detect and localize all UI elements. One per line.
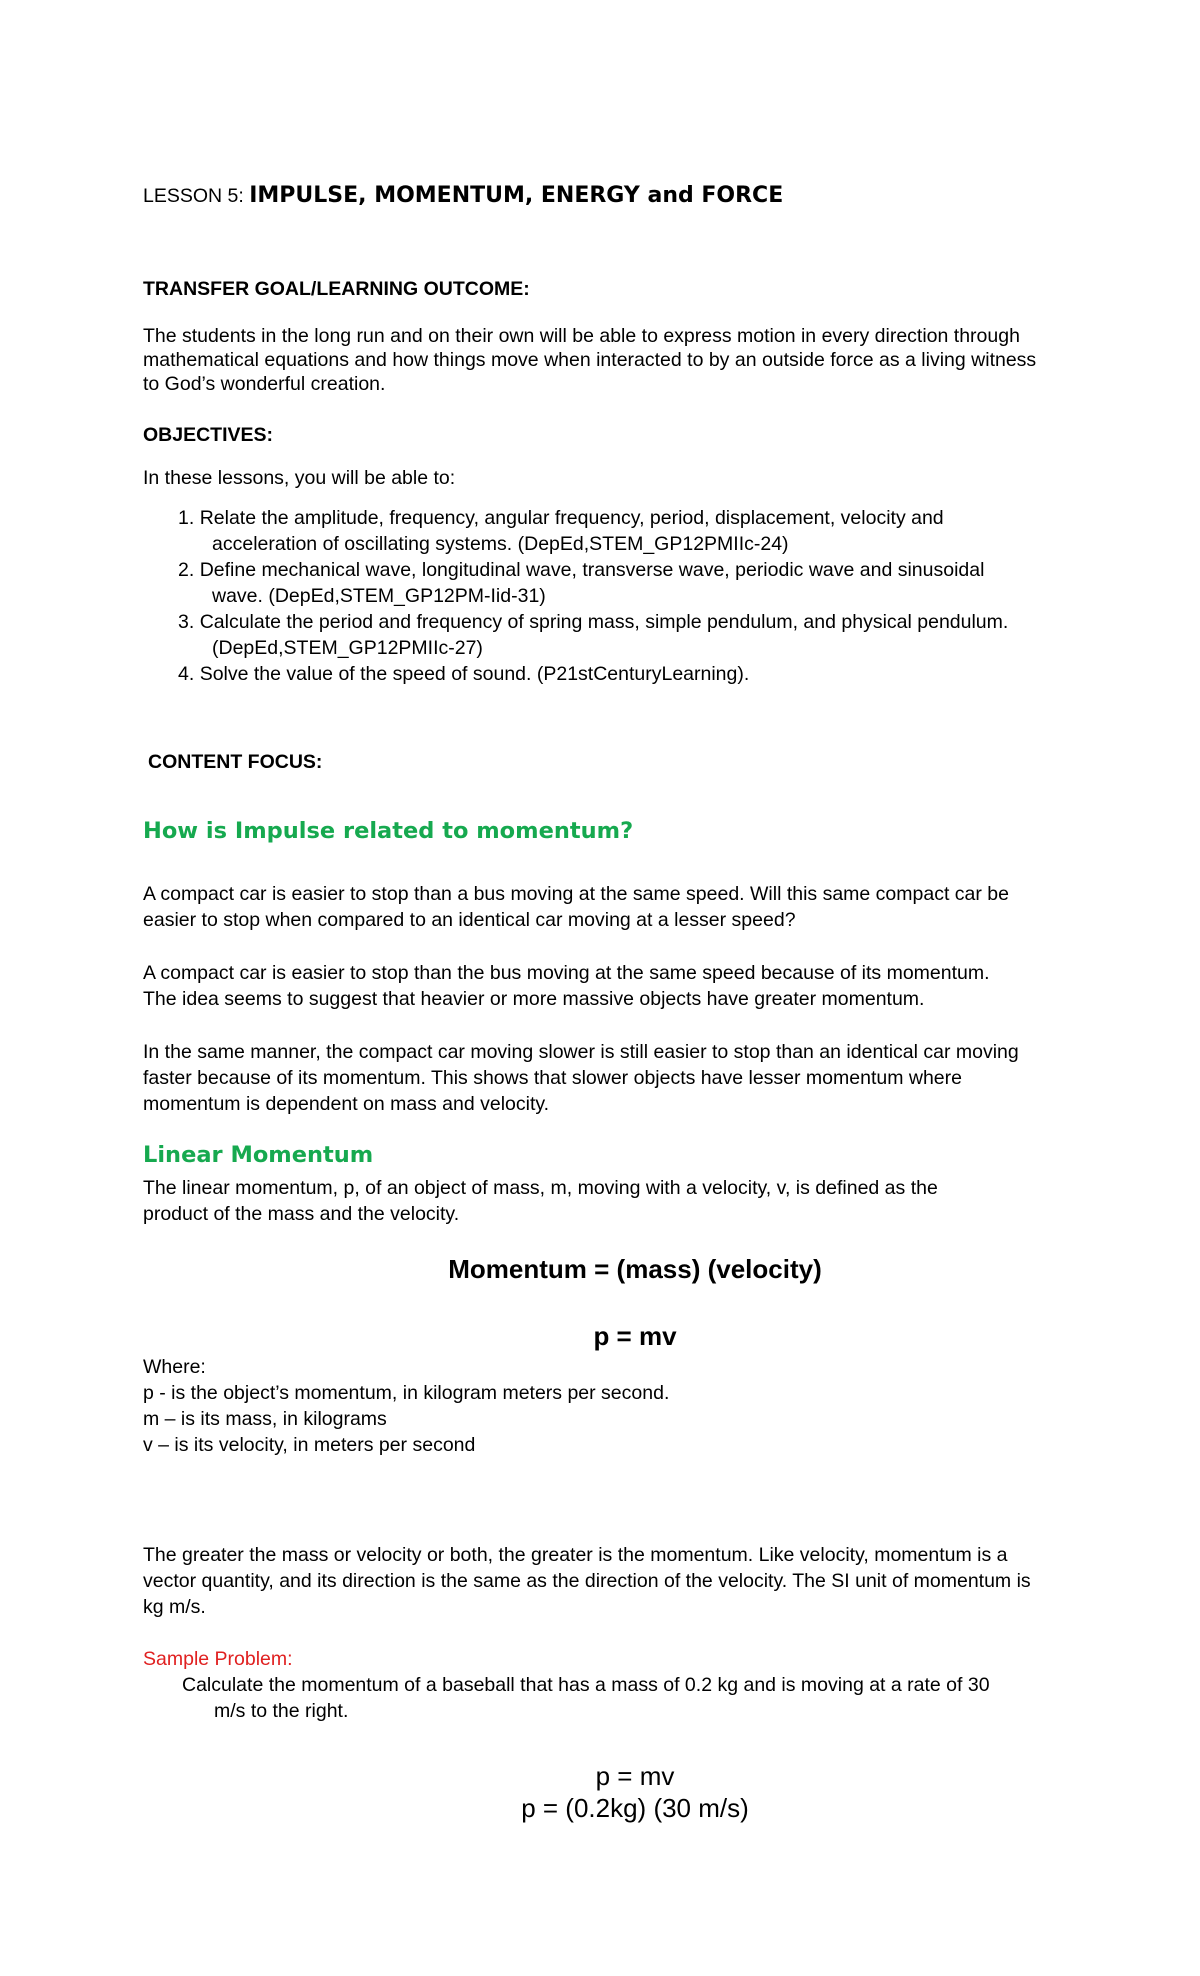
paragraph-line: momentum is dependent on mass and velocity. bbox=[143, 1093, 550, 1115]
objective-text-continued: (DepEd,STEM_GP12PMIIc-27) bbox=[212, 637, 483, 659]
objective-text-continued: acceleration of oscillating systems. (DepEd,STEM_GP12PMIIc-24) bbox=[212, 533, 789, 555]
objectives-heading: OBJECTIVES: bbox=[143, 424, 274, 446]
lesson-title bbox=[143, 183, 783, 209]
transfer-goal-paragraph bbox=[143, 324, 1036, 396]
paragraph-line: faster because of its momentum. This shows that slower objects have lesser momentum where bbox=[143, 1067, 962, 1089]
paragraph-line: vector quantity, and its direction is the same as the direction of the velocity. The SI unit of momentum is bbox=[143, 1570, 1031, 1592]
paragraph-line: kg m/s. bbox=[143, 1596, 206, 1618]
where-block bbox=[143, 1354, 669, 1458]
transfer-goal-line: to God’s wonderful creation. bbox=[143, 373, 386, 395]
objective-text: Define mechanical wave, longitudinal wave, transverse wave, periodic wave and sinusoidal bbox=[199, 559, 985, 581]
paragraph-line: A compact car is easier to stop than a bus moving at the same speed. Will this same compact car be bbox=[143, 883, 1009, 905]
paragraph-line: The idea seems to suggest that heavier or more massive objects have greater momentum. bbox=[143, 988, 925, 1010]
sample-problem-text: Calculate the momentum of a baseball that has a mass of 0.2 kg and is moving at a rate of 30 bbox=[182, 1674, 990, 1696]
where-label: Where: bbox=[143, 1356, 206, 1378]
impulse-paragraph-2 bbox=[143, 960, 990, 1012]
solution-step-2: p = (0.2kg) (30 m/s) bbox=[521, 1793, 749, 1823]
where-item: p - is the object’s momentum, in kilogram meters per second. bbox=[143, 1382, 670, 1404]
objective-item bbox=[178, 661, 1008, 687]
linear-momentum-definition bbox=[143, 1175, 938, 1227]
solution-step-1: p = mv bbox=[595, 1761, 675, 1791]
content-focus-heading: CONTENT FOCUS: bbox=[148, 751, 323, 773]
objectives-list bbox=[178, 505, 1008, 687]
objective-number: 2. bbox=[178, 559, 195, 581]
objective-text: Calculate the period and frequency of spring mass, simple pendulum, and physical pendulum. bbox=[199, 611, 1009, 633]
impulse-paragraph-1 bbox=[143, 881, 1009, 933]
objective-item bbox=[178, 609, 1008, 661]
where-item: m – is its mass, in kilograms bbox=[143, 1408, 387, 1430]
paragraph-line: product of the mass and the velocity. bbox=[143, 1203, 460, 1225]
sample-problem-text-continued: m/s to the right. bbox=[214, 1700, 349, 1722]
paragraph-line: The greater the mass or velocity or both, the greater is the momentum. Like velocity, momentum is a bbox=[143, 1544, 1008, 1566]
objectives-intro: In these lessons, you will be able to: bbox=[143, 467, 456, 489]
transfer-goal-heading: TRANSFER GOAL/LEARNING OUTCOME: bbox=[143, 278, 530, 300]
transfer-goal-line: mathematical equations and how things move when interacted to by an outside force as a living witness bbox=[143, 349, 1037, 371]
paragraph-line: easier to stop when compared to an identical car moving at a lesser speed? bbox=[143, 909, 796, 931]
objective-number: 3. bbox=[178, 611, 195, 633]
objective-text-continued: wave. (DepEd,STEM_GP12PM-Iid-31) bbox=[212, 585, 546, 607]
paragraph-line: A compact car is easier to stop than the bus moving at the same speed because of its momentum. bbox=[143, 962, 990, 984]
momentum-summary bbox=[143, 1542, 1031, 1620]
where-item: v – is its velocity, in meters per second bbox=[143, 1434, 476, 1456]
sample-problem-label: Sample Problem: bbox=[143, 1648, 293, 1670]
transfer-goal-line: The students in the long run and on their own will be able to express motion in every direction through bbox=[143, 325, 1020, 347]
formula-symbols: p = mv bbox=[593, 1321, 677, 1351]
formula-words: Momentum = (mass) (velocity) bbox=[448, 1254, 822, 1284]
sample-problem-statement bbox=[182, 1672, 990, 1724]
lesson-title-text: IMPULSE, MOMENTUM, ENERGY and FORCE bbox=[249, 183, 784, 208]
objective-item bbox=[178, 505, 1008, 557]
objective-text: Relate the amplitude, frequency, angular frequency, period, displacement, velocity and bbox=[199, 507, 944, 529]
paragraph-line: In the same manner, the compact car moving slower is still easier to stop than an identical car moving bbox=[143, 1041, 1019, 1063]
lesson-prefix: LESSON 5: bbox=[143, 185, 250, 207]
objective-number: 1. bbox=[178, 507, 195, 529]
objective-text: Solve the value of the speed of sound. (P21stCenturyLearning). bbox=[199, 663, 750, 685]
linear-momentum-heading: Linear Momentum bbox=[143, 1142, 374, 1168]
paragraph-line: The linear momentum, p, of an object of mass, m, moving with a velocity, v, is defined as the bbox=[143, 1177, 938, 1199]
impulse-paragraph-3 bbox=[143, 1039, 1019, 1117]
objective-item bbox=[178, 557, 1008, 609]
impulse-section-heading: How is Impulse related to momentum? bbox=[143, 818, 634, 844]
objective-number: 4. bbox=[178, 663, 195, 685]
